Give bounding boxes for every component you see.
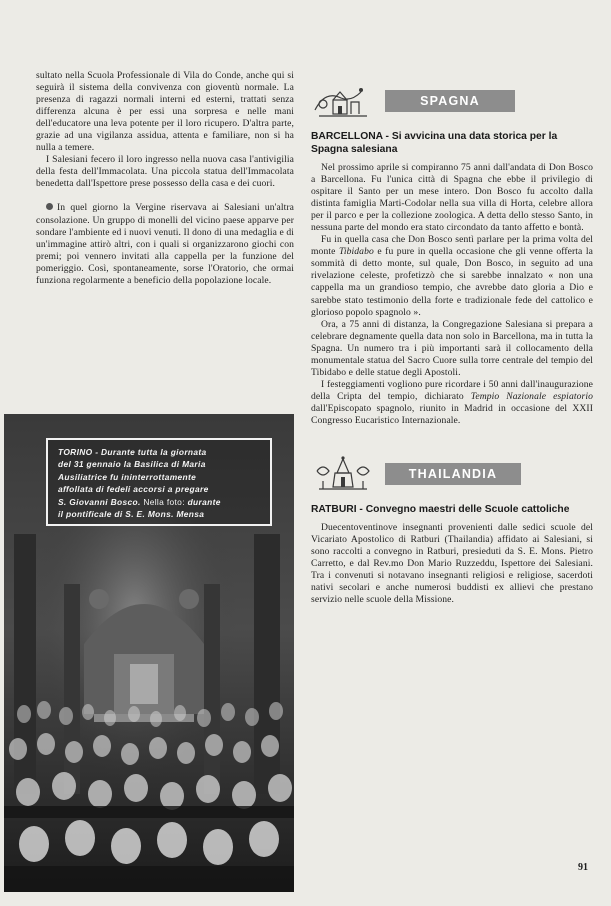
thailandia-ornament-icon: [311, 453, 375, 497]
spagna-headline: BARCELLONA - Si avvicina una data storica per la Spagna salesiana: [311, 131, 558, 155]
caption-line-3: Ausiliatrice fu ininterrottamente: [58, 471, 197, 482]
photo-caption-box: [46, 438, 272, 526]
caption-line-5c: durante: [187, 496, 221, 507]
caption-line-5: [58, 496, 260, 508]
spagna-banner-label: SPAGNA: [385, 90, 515, 112]
spagna-paragraph-3: Ora, a 75 anni di distanza, la Congregazione Salesiana si prepara a celebrare degnamente quella data non solo in Barcellona, ma in tutta la Spagna. Un numero tra i più importanti sarà il collocamento della monumentale statua del Sacro Cuore sulla torre centrale del tempio del Tibidabo e delle statue degli Apostoli.: [311, 318, 593, 378]
spagna-paragraph-4-b: dall'Episcopato spagnolo, riunito in Madrid in occasione del XXII Congresso Eucaristico Internazionale.: [311, 402, 593, 426]
spagna-ornament-icon: [311, 80, 375, 124]
page-number: 91: [578, 862, 588, 873]
thailandia-headline: RATBURI - Convegno maestri delle Scuole cattoliche: [311, 504, 570, 516]
bullet-icon: [46, 203, 53, 210]
spagna-paragraph-2-a: Fu in quella casa che Don Bosco sentì parlare per la prima volta del monte: [311, 234, 593, 258]
basilica-photo: [4, 414, 294, 892]
left-paragraph-1: sultato nella Scuola Professionale di Vila do Conde, anche qui si seguirà il sistema della convivenza con gioventù normale. La presenza di ragazzi normali interni ed esterni, trattati senza differenza alcuna è per essi una sorpresa e nelle mani dell'educatore una leva potente per il loro ricupero. D'altra parte, grazie ad una vigilanza assidua, attenta e familiare, non si ha nulla a temere.: [36, 70, 294, 154]
spagna-paragraph-2-italic: Tibidabo: [338, 246, 374, 258]
caption-line-5b: Nella foto:: [143, 496, 185, 507]
spagna-paragraph-4-italic: Tempio Nazionale espiatorio: [470, 390, 593, 402]
thailandia-paragraph-1: Duecentoventinove insegnanti provenienti dalle sedici scuole del Vicariato Apostolico di Ratburi (Thailandia) affidato ai Salesiani, si sono raccolti a convegno in Ratburi, presieduti da S. E. Mons. Pietro Carretto, e dal Rev.mo Don Mario Ruzzeddu, Ispettore dei Salesiani. Tra i convenuti si notavano insegnanti religiosi e religiose, sacerdoti nativi secolari e anche numerosi buddisti ex allievi che prestano servizio nelle scuole della Missione.: [311, 522, 593, 606]
left-paragraph-2: I Salesiani fecero il loro ingresso nella nuova casa l'antivigilia della festa dell'Immacolata. Una piccola statua dell'Immacolata benedetta dall'Ispettore prese possesso della casa e dei cuori.: [36, 154, 294, 190]
spagna-paragraph-4: [311, 379, 593, 427]
caption-line-6: il pontificale di S. E. Mons. Mensa: [58, 509, 205, 520]
spagna-paragraph-2-b: e fu pure in quella occasione che gli venne offerta la sommità di detto monte, sul quale, Don Bosco, in seguito ad una rivelazione celeste, profetizzò che si sarebbe innalzato « non una cappella ma un grandioso tempio, che avrebbe dato gloria a Dio e sarebbe stato testimonio della forte e tradizionale fede del cattolico e glorioso popolo spagnolo ».: [311, 246, 593, 318]
thailandia-banner: [311, 453, 593, 499]
caption-line-5a: S. Giovanni Bosco.: [58, 496, 141, 507]
spagna-paragraph-4-a: I festeggiamenti vogliono pure ricordare i 50 anni dall'inaugurazione della Cripta del tempio, dichiarato: [311, 378, 593, 402]
spagna-banner: [311, 80, 593, 126]
left-paragraph-3-text: In quel giorno la Vergine riservava ai Salesiani un'altra consolazione. Un gruppo di monelli del vicino paese apparve per sondare l'ambiente ed i nuovi venuti. Il dono di una medaglia e di un'immagine attirò altri, con i quali si organizzarono giochi con premi; poi vennero invitati alla cappella per la funzione del pomeriggio. Così, spontaneamente, sorse l'Oratorio, che ormai funziona regolarmente a beneficio della popolazione locale.: [36, 202, 294, 286]
caption-line-2: del 31 gennaio la Basilica di Maria: [58, 459, 206, 470]
left-column: [36, 70, 294, 287]
left-paragraph-3: [36, 202, 294, 286]
spagna-paragraph-1: Nel prossimo aprile si compiranno 75 anni dall'andata di Don Bosco a Barcellona. Fu l'unica città di Spagna che ebbe il privilegio di ospitare il Santo per un mese intero. Don Bosco fu accolto dalla distinta famiglia Marti-Codolar nella sua villa di Horta, celebre allora per il parco e per la collezione zoologica. A detta dello stesso Santo, in nessuna parte del mondo era stato circondato da tanto affetto e bontà.: [311, 162, 593, 234]
caption-line-1: TORINO - Durante tutta la giornata: [58, 447, 207, 457]
thailandia-banner-label: THAILANDIA: [385, 463, 521, 485]
caption-line-4: affollata di fedeli accorsi a pregare: [58, 484, 209, 495]
spagna-paragraph-2: [311, 234, 593, 318]
right-column: [311, 80, 593, 606]
